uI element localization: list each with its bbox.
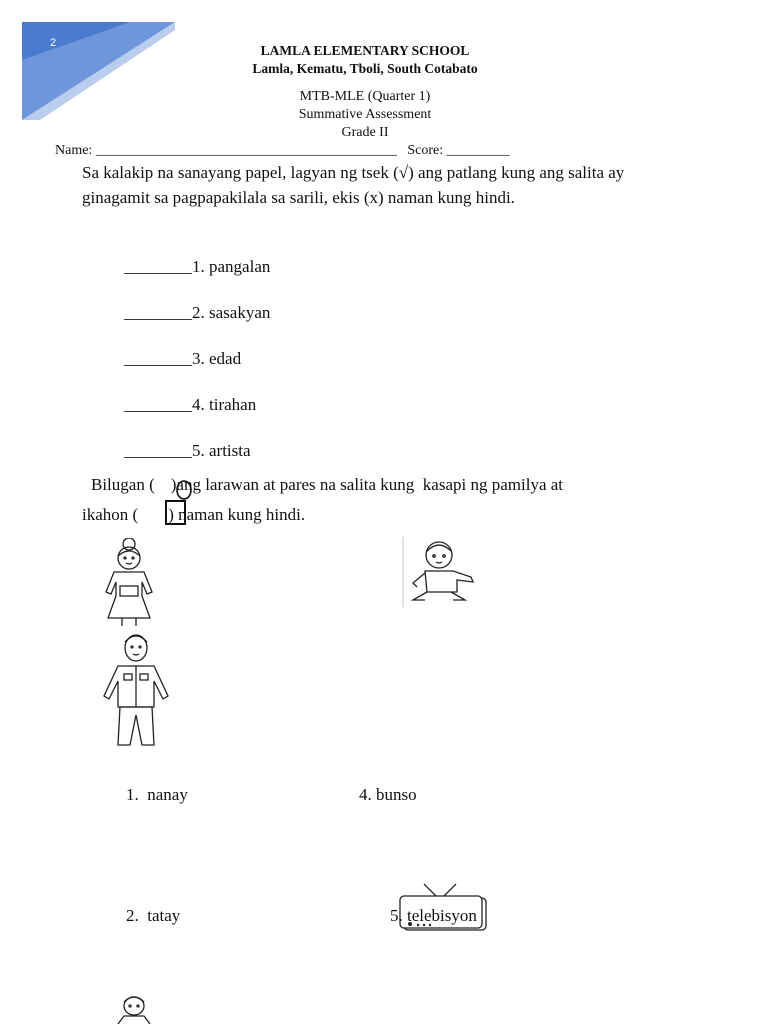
item-text: tatay [147,906,181,925]
item-text: 4. tirahan [192,395,257,414]
instruction-text: )ang larawan at pares na salita kung kasapi ng pamilya at [170,475,564,494]
item-text: 2. sasakyan [192,303,271,322]
school-address: Lamla, Kematu, Tboli, South Cotabato [252,61,478,76]
item-text: nanay [147,785,188,804]
grade-line: Grade II [341,125,389,140]
list-item [124,441,251,461]
list-item [124,349,241,369]
match-item-1 [126,785,188,805]
list-item [124,303,270,323]
answer-blank: ________ [124,395,192,414]
instruction-text: Bilugan ( [91,475,155,494]
match-item-4 [359,785,417,805]
item-number: 1. [126,785,139,804]
school-name: LAMLA ELEMENTARY SCHOOL [260,43,470,58]
instruction-text: ) naman kung hindi. [168,505,306,524]
match-item-5 [390,906,477,926]
mother-drawing [92,538,182,628]
item-text: 1. pangalan [192,257,271,276]
answer-blank: ________ [124,349,192,368]
answer-blank: ________ [124,257,192,276]
child-drawing-partial [104,994,164,1024]
name-label: Name: [55,143,93,158]
father-drawing [88,630,184,748]
item-text: 3. edad [192,349,242,368]
instruction-text: ikahon ( [82,505,139,524]
name-score-line [55,143,510,159]
assessment-line: Summative Assessment [298,107,432,122]
baby-drawing [401,537,483,607]
match-item-2 [126,906,180,926]
score-label: Score: [407,143,444,158]
item-text: telebisyon [407,906,477,925]
item-number: 5. [390,906,403,925]
list-item [124,395,256,415]
answer-blank: ________ [124,303,192,322]
item-text: 5. artista [192,441,251,460]
name-blank: ___________________________________________ [95,143,397,158]
item-number: 2. [126,906,139,925]
answer-blank: ________ [124,441,192,460]
item-number: 4. [359,785,372,804]
page-number: 2 [50,37,57,49]
score-blank: _________ [446,143,510,158]
part2-instruction-line1 [91,475,563,495]
subject-line: MTB-MLE (Quarter 1) [299,89,431,104]
part2-instruction-line2 [82,505,305,525]
list-item [124,257,270,277]
box-symbol-icon [164,499,188,527]
part1-instruction: Sa kalakip na sanayang papel, lagyan ng tsek (√) ang patlang kung ang salita ay ginagamit sa pagpapakilala sa sarili, ekis (x) naman kung hindi. [82,163,625,207]
item-text: bunso [376,785,417,804]
